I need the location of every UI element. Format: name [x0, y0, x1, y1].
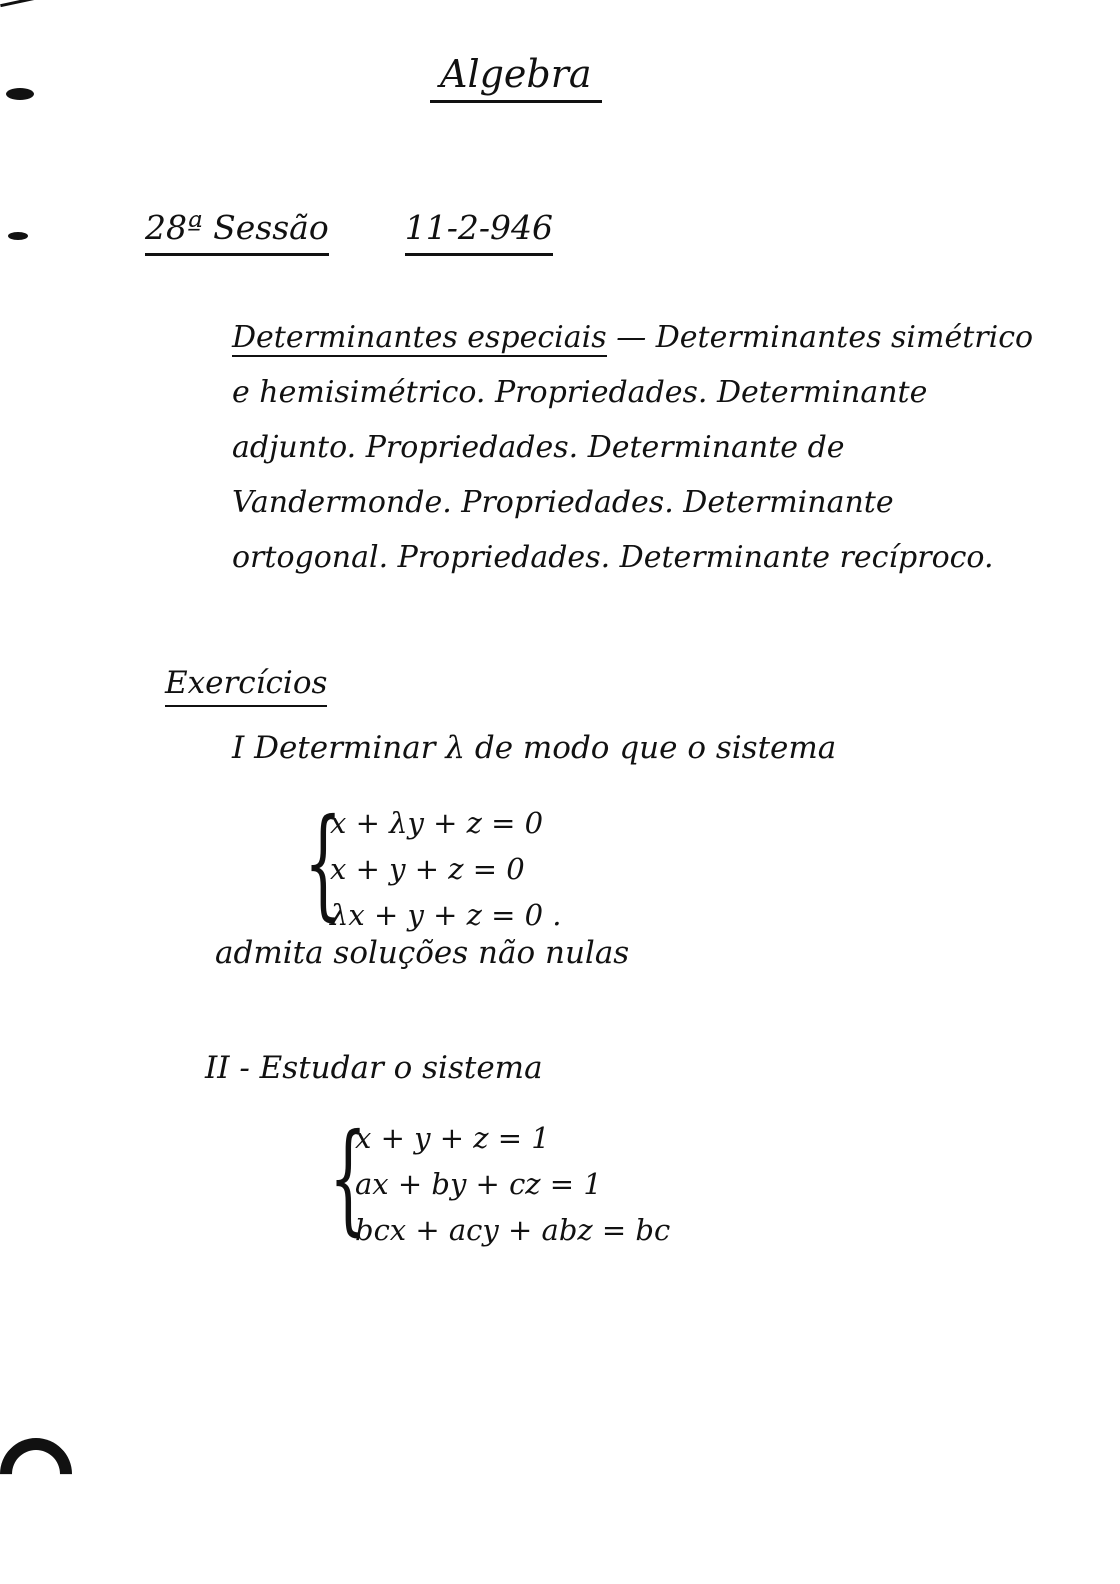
summary-body: Determinantes simétrico e hemisimétrico. Propriedades. Determinante adjunto. Propriedades. Determinante de Vandermonde. Propriedades. Determinante ortogonal. Propriedades. Determinante recíproco. [232, 320, 1034, 575]
equation: x + y + z = 0 [330, 852, 525, 886]
scan-mark [0, 1423, 87, 1525]
exercise-1-prompt: I Determinar λ de modo que o sistema [232, 730, 837, 766]
exercises-heading: Exercícios [165, 665, 327, 707]
equation: λx + y + z = 0 . [330, 898, 562, 932]
equation: x + λy + z = 0 [330, 806, 544, 840]
exercise-2-system [329, 1109, 671, 1253]
scan-mark [0, 0, 40, 7]
exercise-1-system [304, 794, 562, 938]
equation: bcx + acy + abz = bc [355, 1213, 671, 1247]
summary-paragraph: Determinantes especiais — Determinantes simétrico e hemisimétrico. Propriedades. Determinante adjunto. Propriedades. Determinante de Vandermonde. Propriedades. Determinante ortogonal. Propriedades. Determinante recíproco. [232, 320, 1034, 575]
exercise-2-prompt: II - Estudar o sistema [205, 1050, 543, 1086]
summary-heading: Determinantes especiais [232, 320, 607, 355]
exercise-1-condition: admita soluções não nulas [215, 935, 630, 971]
session-header [145, 208, 553, 247]
session-label: 28ª Sessão [145, 208, 329, 256]
scan-mark [6, 88, 34, 100]
equation: ax + by + cz = 1 [355, 1167, 602, 1201]
brace: { [329, 1109, 368, 1248]
page-title: Algebra [430, 52, 602, 103]
equation: x + y + z = 1 [355, 1121, 550, 1155]
brace: { [304, 794, 343, 933]
session-date: 11-2-946 [405, 208, 553, 256]
scan-mark [8, 232, 28, 240]
